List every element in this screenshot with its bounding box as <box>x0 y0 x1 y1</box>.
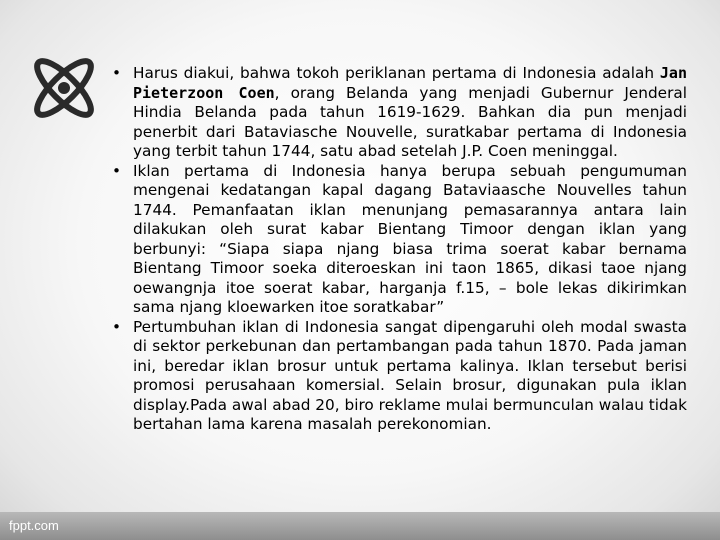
bullet-item <box>112 64 687 162</box>
footer-bar <box>0 512 720 540</box>
bullet-marker: • <box>112 317 122 336</box>
bullet-marker: • <box>112 161 122 180</box>
bullet-text: Iklan pertama di Indonesia hanya berupa sebuah pengumuman mengenai kedatangan kapal dagang Bataviaasche Nouvelles tahun 1744. Pemanfaatan iklan menunjang pemasarannya antara lain dilakukan oleh surat kabar Bientang Timoor dengan iklan yang berbunyi: “Siapa siapa njang biasa trima soerat kabar bernama Bientang Timoor soeka diteroeskan ini taon 1865, dikasi taoe njang oewangnja itoe soerat kabar, harganja f.15, – bole lekas dikirimkan sama njang kloewarken itoe soratkabar” <box>133 161 687 316</box>
bullet-text: Pertumbuhan iklan di Indonesia sangat dipengaruhi oleh modal swasta di sektor perkebunan dan pertambangan pada tahun 1870. Pada jaman ini, beredar iklan brosur untuk pertama kalinya. Iklan tersebut berisi promosi perusahaan komersial. Selain brosur, digunakan pula iklan display.Pada awal abad 20, biro reklame mulai bermunculan walau tidak bertahan lama karena masalah perekonomian. <box>133 317 687 433</box>
bullet-text: , orang Belanda yang menjadi Gubernur Jenderal Hindia Belanda pada tahun 1619-1629. Bahkan dia pun menjadi penerbit dari Bataviasche Nouvelle, suratkabar pertama di Indonesia yang terbit tahun 1744, satu abad setelah J.P. Coen meninggal. <box>133 83 687 160</box>
bullet-text: Harus diakui, bahwa tokoh periklanan pertama di Indonesia adalah <box>133 64 660 82</box>
bullet-item <box>112 318 687 435</box>
atom-icon <box>22 46 106 130</box>
person-name: Jan Pieterzoon Coen <box>133 64 687 102</box>
bullet-marker: • <box>112 64 122 82</box>
footer-watermark: fppt.com <box>9 518 59 533</box>
bullet-item <box>112 162 687 318</box>
bullet-list <box>112 64 687 435</box>
